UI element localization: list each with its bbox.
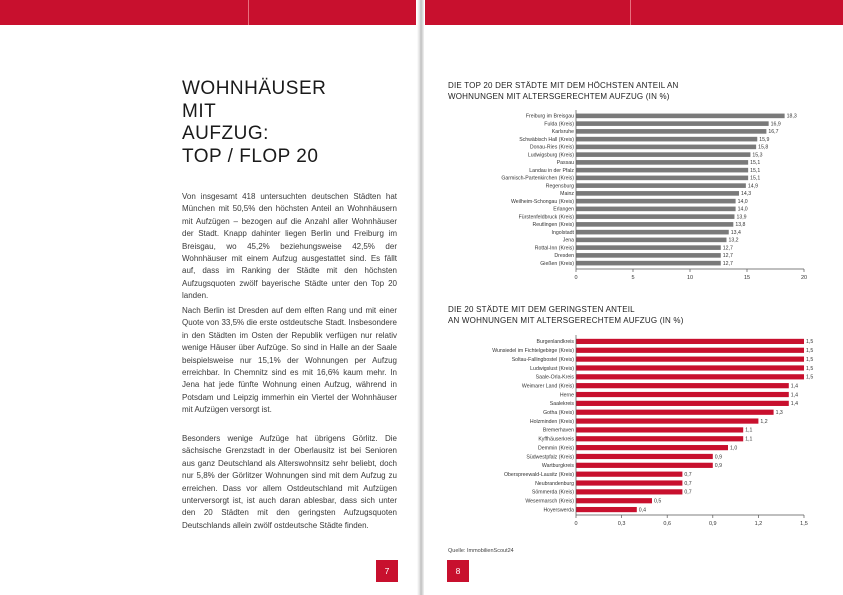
value-label: 15,9 (759, 136, 770, 143)
value-label: 0,7 (684, 471, 692, 478)
value-label: 1,4 (790, 383, 799, 390)
category-label: Freiburg im Breisgau (525, 113, 574, 120)
category-label: Mainz (560, 191, 574, 198)
value-label: 12,7 (722, 260, 733, 267)
data-bar (576, 489, 682, 494)
data-bar (576, 245, 721, 250)
data-bar (576, 498, 652, 503)
x-tick-label: 0,9 (708, 521, 717, 527)
category-label: Landau in der Pfalz (529, 167, 574, 174)
category-label: Sömmerda (Kreis) (531, 489, 574, 496)
data-bar (576, 222, 733, 227)
category-label: Ludwigsburg (Kreis) (527, 152, 574, 159)
category-label: Schwäbisch Hall (Kreis) (519, 136, 574, 143)
value-label: 1,5 (806, 356, 814, 363)
top-chart-title (448, 81, 679, 102)
data-bar (576, 199, 736, 204)
data-bar (576, 392, 789, 397)
book-gutter (417, 0, 424, 595)
value-label: 1,5 (806, 365, 814, 372)
value-label: 18,3 (786, 113, 797, 120)
category-label: Weimarer Land (Kreis) (521, 383, 574, 390)
data-bar (576, 137, 757, 142)
top-bar-left (0, 0, 416, 25)
data-bar (576, 214, 734, 219)
data-bar (576, 383, 789, 388)
category-label: Neubrandenburg (535, 480, 574, 487)
value-label: 14,0 (737, 206, 748, 213)
data-bar (576, 152, 750, 157)
data-bar (576, 168, 748, 173)
category-label: Ludwigslust (Kreis) (530, 365, 574, 372)
value-label: 15,1 (750, 160, 761, 167)
category-label: Garmisch-Partenkirchen (Kreis) (501, 175, 574, 182)
category-label: Gießen (Kreis) (540, 260, 574, 267)
data-bar (576, 183, 746, 188)
data-bar (576, 121, 769, 126)
category-label: Donau-Ries (Kreis) (529, 144, 574, 151)
category-label: Burgenlandkreis (536, 339, 574, 346)
value-label: 12,7 (722, 245, 733, 252)
value-label: 12,7 (722, 253, 733, 260)
category-label: Weilheim-Schongau (Kreis) (510, 198, 574, 205)
value-label: 14,3 (741, 191, 752, 198)
data-bar (576, 374, 804, 379)
flop-20-bar-chart (446, 335, 816, 530)
data-bar (576, 230, 729, 235)
category-label: Rottal-Inn (Kreis) (534, 245, 574, 252)
value-label: 16,7 (768, 129, 779, 136)
value-label: 0,4 (638, 507, 647, 514)
data-bar (576, 401, 789, 406)
data-bar (576, 261, 721, 266)
category-label: Wesermarsch (Kreis) (525, 498, 574, 505)
value-label: 13,4 (730, 229, 741, 236)
data-bar (576, 348, 804, 353)
top-bar-right (425, 0, 843, 25)
value-label: 1,5 (806, 339, 814, 346)
value-label: 1,2 (760, 418, 768, 425)
data-bar (576, 507, 637, 512)
category-label: Fürstenfeldbruck (Kreis) (518, 214, 574, 221)
x-tick-label: 1,5 (800, 521, 808, 527)
chart-title-line: DIE 20 STÄDTE MIT DEM GERINGSTEN ANTEIL (448, 305, 635, 314)
category-label: Dresden (554, 253, 574, 260)
top-bar-divider (248, 0, 249, 25)
data-bar (576, 176, 748, 181)
value-label: 1,4 (790, 392, 799, 399)
chart-title-line: AN WOHNUNGEN MIT ALTERSGERECHTEM AUFZUG (IN %) (448, 315, 684, 325)
category-label: Kyffhäuserkreis (538, 436, 574, 443)
heading-line: TOP / FLOP 20 (182, 145, 319, 167)
x-tick-label: 10 (686, 275, 694, 281)
category-label: Bremerhaven (542, 427, 574, 434)
category-label: Wunsiedel im Fichtelgebirge (Kreis) (492, 348, 574, 355)
body-paragraph: Von insgesamt 418 untersuchten deutschen Städten hat München mit 50,5% den höchsten Anteil an Wohnhäusern mit Aufzügen – bezogen auf die Anzahl aller Wohnhäuser der Stadt. Knapp dahinter liegen Berlin und Freiburg im Breisgau, wo 45,2% beziehungsweise 42,5% der Wohnhäuser mit einem Aufzug ausgestattet sind. Es fällt auf, dass im Ranking der Städte mit den höchsten Aufzugsquoten zwölf bayerische Städte unter den Top 20 landen. (182, 192, 397, 301)
category-label: Ingolstadt (551, 229, 574, 236)
heading-line: MIT (182, 100, 217, 122)
data-bar (576, 357, 804, 362)
body-paragraph: Nach Berlin ist Dresden auf dem elften Rang und mit einer Quote von 33,5% die erste ostdeutsche Stadt. Insbesondere in den Städten im Osten der Republik verfügen nur relativ wenige Häuser über Aufzüge. So sind in Halle an der Saale beispielsweise nur 15,1% der Wohnungen per Aufzug erreichbar. In Chemnitz sind es mit 16,6% kaum mehr. In Jena hat jede fünfte Wohnung einen Aufzug, während in Potsdam und Leipzig immerhin ein Viertel der Wohnhäuser mit Aufzügen versorgt ist. (182, 306, 397, 415)
value-label: 13,8 (735, 222, 746, 229)
category-label: Südwestpfalz (Kreis) (526, 454, 574, 461)
top-20-bar-chart (446, 110, 816, 285)
x-tick-label: 5 (631, 275, 635, 281)
value-label: 1,5 (806, 374, 814, 381)
value-label: 13,9 (736, 214, 747, 221)
value-label: 0,5 (654, 498, 662, 505)
x-tick-label: 20 (800, 275, 808, 281)
value-label: 14,0 (737, 198, 748, 205)
data-bar (576, 410, 774, 415)
value-label: 0,9 (714, 463, 723, 470)
data-bar (576, 114, 785, 119)
page-heading (182, 78, 326, 168)
top-bar-divider (630, 0, 631, 25)
body-paragraph: Besonders wenige Aufzüge hat übrigens Görlitz. Die sächsische Grenzstadt in der Oberlausitz ist bei Senioren aus ganz Deutschland als Alterswohnsitz sehr beliebt, doch nur 5,8% der Görlitzer Wohnungen sind mit dem Aufzug zu erreichen. Dass vor allem Ostdeutschland mit Aufzügen unterversorgt ist, ist auch daran ablesbar, dass sich unter den 20 Städten mit den geringsten Aufzugsquoten Deutschlands allein zwölf ostdeutsche Städte finden. (182, 434, 397, 530)
category-label: Gotha (Kreis) (543, 410, 574, 417)
data-bar (576, 238, 726, 243)
value-label: 1,0 (730, 445, 738, 452)
x-tick-label: 0 (574, 521, 578, 527)
page-number: 8 (447, 560, 469, 582)
value-label: 1,4 (790, 401, 799, 408)
data-bar (576, 472, 682, 477)
heading-line: WOHNHÄUSER (182, 78, 327, 99)
x-tick-label: 0,6 (663, 521, 672, 527)
category-label: Holzminden (Kreis) (529, 418, 574, 425)
data-bar (576, 253, 721, 258)
value-label: 14,9 (747, 183, 758, 190)
source-note: Quelle: ImmobilienScout24 (448, 548, 514, 554)
category-label: Regensburg (545, 183, 574, 190)
data-bar (576, 418, 758, 423)
category-label: Saalekreis (549, 401, 574, 408)
category-label: Herne (559, 392, 574, 399)
value-label: 15,1 (750, 167, 761, 174)
x-tick-label: 15 (743, 275, 751, 281)
data-bar (576, 427, 743, 432)
value-label: 1,3 (775, 410, 783, 417)
page-number: 7 (376, 560, 398, 582)
category-label: Erlangen (553, 206, 574, 213)
category-label: Karlsruhe (551, 129, 574, 136)
data-bar (576, 129, 766, 134)
category-label: Hoyerswerda (543, 507, 574, 514)
x-tick-label: 0 (574, 275, 578, 281)
data-bar (576, 339, 804, 344)
heading-line: AUFZUG: (182, 123, 269, 144)
data-bar (576, 454, 713, 459)
value-label: 1,1 (745, 436, 753, 443)
value-label: 15,1 (750, 175, 761, 182)
x-tick-label: 0,3 (617, 521, 626, 527)
chart-title-line: WOHNUNGEN MIT ALTERSGERECHTEM AUFZUG (IN %) (448, 91, 670, 101)
chart-title-line: DIE TOP 20 DER STÄDTE MIT DEM HÖCHSTEN ANTEIL AN (448, 81, 679, 90)
data-bar (576, 160, 748, 165)
category-label: Reutlingen (Kreis) (532, 222, 574, 229)
category-label: Wartburgkreis (541, 463, 574, 470)
value-label: 1,1 (745, 427, 753, 434)
data-bar (576, 207, 736, 212)
value-label: 1,5 (806, 348, 814, 355)
data-bar (576, 463, 713, 468)
value-label: 15,8 (758, 144, 769, 151)
x-tick-label: 1,2 (754, 521, 763, 527)
value-label: 0,7 (684, 489, 692, 496)
category-label: Oberspreewald-Lausitz (Kreis) (503, 471, 574, 478)
category-label: Fulda (Kreis) (544, 121, 574, 128)
value-label: 13,2 (728, 237, 739, 244)
data-bar (576, 191, 739, 196)
value-label: 0,7 (684, 480, 692, 487)
value-label: 16,9 (770, 121, 781, 128)
category-label: Jena (562, 237, 574, 244)
flop-chart-title (448, 305, 684, 326)
category-label: Demmin (Kreis) (537, 445, 574, 452)
data-bar (576, 365, 804, 370)
category-label: Passau (556, 160, 574, 167)
category-label: Saale-Orla-Kreis (535, 374, 574, 381)
value-label: 0,9 (714, 454, 723, 461)
category-label: Soltau-Fallingbostel (Kreis) (511, 356, 574, 363)
data-bar (576, 480, 682, 485)
data-bar (576, 145, 756, 150)
data-bar (576, 436, 743, 441)
value-label: 15,3 (752, 152, 763, 159)
data-bar (576, 445, 728, 450)
